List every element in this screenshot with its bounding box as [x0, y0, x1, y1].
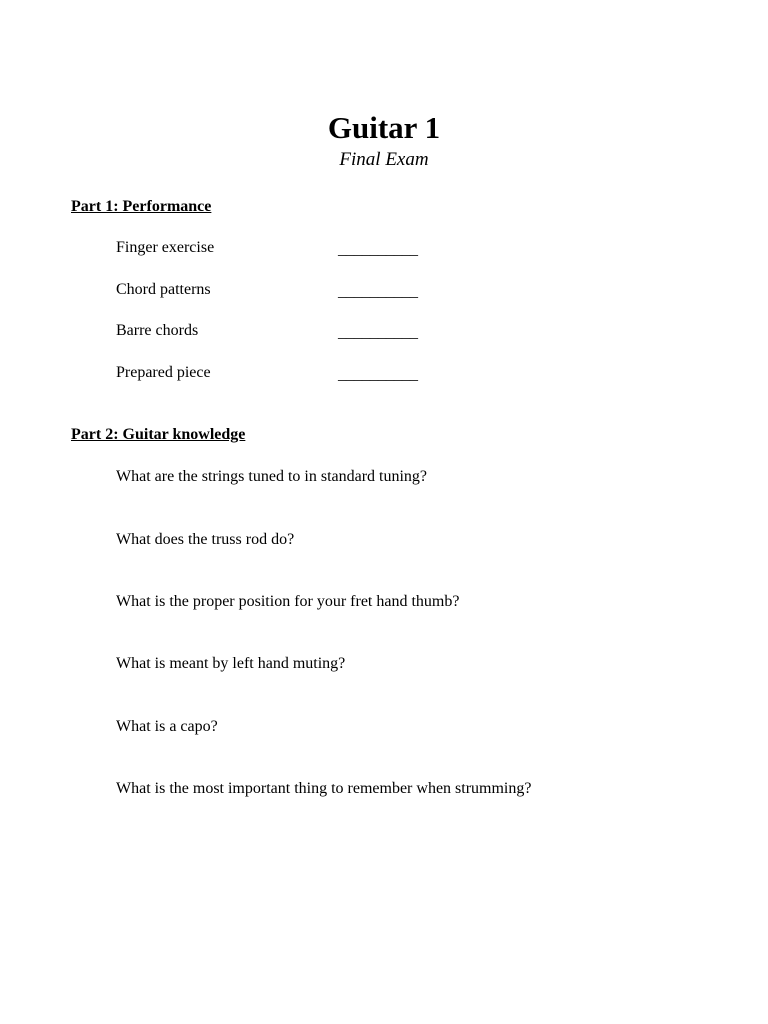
performance-item-label: Prepared piece [116, 364, 211, 381]
question-item: What is a capo? [116, 718, 218, 735]
question-item: What is the proper position for your fret hand thumb? [116, 593, 460, 610]
question-item: What is meant by left hand muting? [116, 655, 346, 672]
performance-item-label: Chord patterns [116, 281, 211, 298]
score-blank: __________ [338, 324, 418, 341]
document-subtitle: Final Exam [339, 149, 429, 170]
score-blank: __________ [338, 283, 418, 300]
score-blank: __________ [338, 366, 418, 383]
question-item: What does the truss rod do? [116, 531, 295, 548]
question-item: What is the most important thing to remember when strumming? [116, 780, 532, 797]
performance-item-label: Barre chords [116, 322, 199, 339]
question-item: What are the strings tuned to in standard tuning? [116, 468, 428, 485]
score-blank: __________ [338, 241, 418, 258]
performance-item-label: Finger exercise [116, 239, 215, 256]
part1-heading: Part 1: Performance [71, 198, 212, 215]
part2-heading: Part 2: Guitar knowledge [71, 426, 246, 443]
document-title: Guitar 1 [327, 110, 441, 145]
